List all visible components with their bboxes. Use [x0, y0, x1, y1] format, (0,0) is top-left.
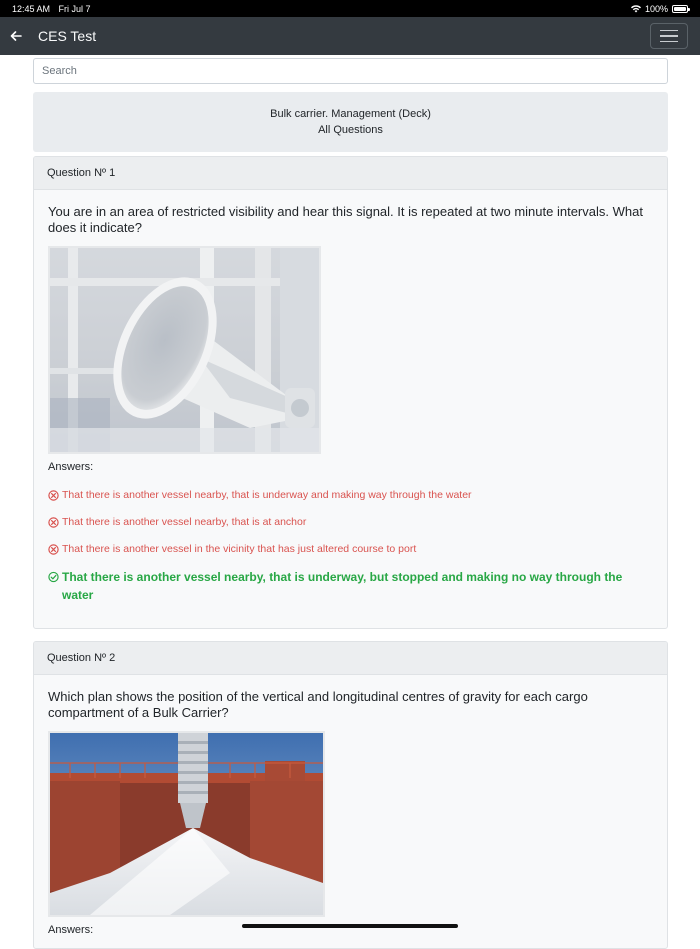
status-bar [0, 0, 700, 17]
check-circle-icon [48, 571, 59, 583]
question-label: Question Nº 1 [47, 167, 116, 179]
wifi-icon [631, 5, 641, 13]
home-indicator[interactable] [242, 924, 458, 928]
answer-text: That there is another vessel nearby, that is underway and making way through the water [62, 489, 472, 501]
answer-text: That there is another vessel in the vicinity that has just altered course to port [62, 543, 417, 555]
status-time: 12:45 AM [12, 3, 51, 14]
menu-toggle-button[interactable] [650, 23, 688, 49]
answer-text: That there is another vessel nearby, that is underway, but stopped and making no way through the water [62, 570, 623, 602]
question-body [34, 675, 667, 948]
answer-text: That there is another vessel nearby, that is at anchor [62, 516, 307, 528]
category-header [33, 92, 668, 152]
question-image-horn [48, 246, 321, 454]
question-card [33, 641, 668, 949]
hamburger-icon-line [660, 35, 678, 37]
hamburger-icon-line [660, 41, 678, 43]
hamburger-icon [660, 30, 678, 32]
answer-item-wrong [48, 489, 653, 502]
question-header [34, 157, 667, 190]
battery-icon [672, 5, 688, 13]
status-date: Fri Jul 7 [58, 3, 91, 14]
category-title: Bulk carrier. Management (Deck) [270, 108, 431, 120]
x-circle-icon [48, 490, 59, 501]
question-label: Question Nº 2 [47, 652, 116, 664]
answer-item-correct [48, 568, 653, 604]
answers-label: Answers: [48, 924, 94, 936]
question-body [34, 190, 667, 628]
x-circle-icon [48, 544, 59, 555]
battery-percent: 100% [644, 3, 668, 14]
question-text: You are in an area of restricted visibility and hear this signal. It is repeated at two minute intervals. What does it indicate? [48, 204, 643, 235]
answer-item-wrong [48, 516, 653, 529]
app-title: CES Test [38, 28, 97, 44]
arrow-left-icon [10, 31, 22, 41]
question-text: Which plan shows the position of the vertical and longitudinal centres of gravity for each cargo compartment of a Bulk Carrier? [48, 689, 588, 720]
question-card [33, 156, 668, 629]
main-content [33, 58, 668, 949]
question-header [34, 642, 667, 675]
answers-label: Answers: [48, 461, 94, 473]
back-button[interactable] [0, 17, 32, 55]
category-subtitle: All Questions [318, 124, 383, 136]
search-input[interactable] [33, 58, 668, 84]
question-image-cargo-hold [48, 731, 325, 917]
answer-item-wrong [48, 543, 653, 556]
x-circle-icon [48, 517, 59, 528]
navbar [0, 17, 700, 55]
